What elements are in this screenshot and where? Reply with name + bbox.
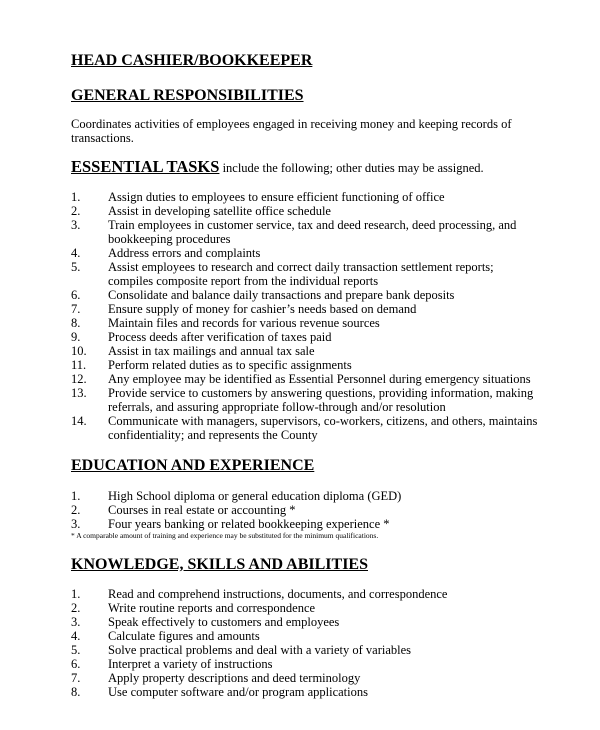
essential-tasks-intro-text: include the following; other duties may be assigned. [219, 161, 484, 175]
ksa-item [71, 615, 541, 629]
page-title: HEAD CASHIER/BOOKKEEPER [71, 52, 313, 69]
essential-task-item [71, 386, 541, 414]
education-note: * A comparable amount of training and experience may be substituted for the minimum qualifications. [71, 531, 379, 540]
essential-task-item [71, 372, 541, 386]
general-responsibilities-heading: GENERAL RESPONSIBILITIES [71, 87, 304, 104]
list-item-text: Write routine reports and correspondence [108, 601, 316, 615]
list-item-text: Four years banking or related bookkeeping experience * [108, 517, 390, 531]
list-item-text: Speak effectively to customers and employees [108, 615, 340, 629]
essential-task-item [71, 260, 541, 288]
list-item-number: 1. [71, 489, 81, 503]
ksa-item [71, 671, 541, 685]
ksa-list [71, 587, 541, 699]
list-item-number: 13. [71, 386, 87, 400]
list-item-number: 2. [71, 204, 81, 218]
essential-tasks-intro [71, 157, 541, 178]
list-item-text: Process deeds after verification of taxes paid [108, 330, 332, 344]
list-item-text: Assist employees to research and correct daily transaction settlement reports; compiles composite report from the individual reports [108, 260, 494, 288]
education-heading: EDUCATION AND EXPERIENCE [71, 457, 315, 474]
list-item-text: Assist in developing satellite office schedule [108, 204, 331, 218]
ksa-item [71, 629, 541, 643]
ksa-item [71, 657, 541, 671]
list-item-text: Use computer software and/or program applications [108, 685, 368, 699]
list-item-number: 2. [71, 601, 81, 615]
list-item-text: High School diploma or general education diploma (GED) [108, 489, 402, 503]
list-item-text: Consolidate and balance daily transactions and prepare bank deposits [108, 288, 455, 302]
list-item-number: 7. [71, 302, 81, 316]
education-item [71, 489, 541, 503]
list-item-text: Calculate figures and amounts [108, 629, 260, 643]
list-item-number: 2. [71, 503, 81, 517]
list-item-text: Maintain files and records for various revenue sources [108, 316, 380, 330]
list-item-number: 5. [71, 643, 81, 657]
list-item-text: Any employee may be identified as Essential Personnel during emergency situations [108, 372, 531, 386]
essential-task-item [71, 302, 541, 316]
list-item-text: Read and comprehend instructions, documents, and correspondence [108, 587, 448, 601]
essential-task-item [71, 316, 541, 330]
list-item-text: Assign duties to employees to ensure efficient functioning of office [108, 190, 445, 204]
essential-task-item [71, 344, 541, 358]
list-item-text: Communicate with managers, supervisors, co-workers, citizens, and others, maintains confidentiality; and represents the County [108, 414, 538, 442]
essential-task-item [71, 190, 541, 204]
essential-tasks-list [71, 190, 541, 442]
list-item-number: 7. [71, 671, 81, 685]
list-item-text: Interpret a variety of instructions [108, 657, 273, 671]
list-item-text: Assist in tax mailings and annual tax sale [108, 344, 315, 358]
list-item-number: 12. [71, 372, 87, 386]
list-item-text: Ensure supply of money for cashier’s needs based on demand [108, 302, 417, 316]
list-item-number: 6. [71, 288, 81, 302]
list-item-text: Courses in real estate or accounting * [108, 503, 296, 517]
list-item-number: 4. [71, 629, 81, 643]
list-item-number: 4. [71, 246, 81, 260]
ksa-heading: KNOWLEDGE, SKILLS AND ABILITIES [71, 556, 368, 573]
essential-task-item [71, 330, 541, 344]
essential-task-item [71, 358, 541, 372]
list-item-text: Perform related duties as to specific assignments [108, 358, 352, 372]
list-item-text: Provide service to customers by answering questions, providing information, making referrals, and assuring appropriate follow-through and/or resolution [108, 386, 534, 414]
list-item-number: 3. [71, 218, 81, 232]
general-responsibilities-text: Coordinates activities of employees engaged in receiving money and keeping records of transactions. [71, 117, 512, 145]
ksa-item [71, 643, 541, 657]
essential-tasks-heading: ESSENTIAL TASKS [71, 157, 220, 176]
list-item-number: 14. [71, 414, 87, 428]
education-list [71, 489, 541, 531]
ksa-item [71, 685, 541, 699]
list-item-number: 9. [71, 330, 81, 344]
list-item-number: 1. [71, 587, 81, 601]
list-item-number: 3. [71, 517, 81, 531]
essential-task-item [71, 414, 541, 442]
essential-task-item [71, 246, 541, 260]
list-item-number: 6. [71, 657, 81, 671]
list-item-number: 5. [71, 260, 81, 274]
list-item-text: Train employees in customer service, tax and deed research, deed processing, and bookkeeping procedures [108, 218, 517, 246]
education-item [71, 517, 541, 531]
education-item [71, 503, 541, 517]
list-item-number: 10. [71, 344, 87, 358]
list-item-text: Apply property descriptions and deed terminology [108, 671, 361, 685]
list-item-text: Solve practical problems and deal with a variety of variables [108, 643, 412, 657]
list-item-number: 8. [71, 685, 81, 699]
ksa-item [71, 601, 541, 615]
list-item-number: 8. [71, 316, 81, 330]
ksa-item [71, 587, 541, 601]
essential-task-item [71, 218, 541, 246]
list-item-text: Address errors and complaints [108, 246, 261, 260]
essential-task-item [71, 204, 541, 218]
list-item-number: 3. [71, 615, 81, 629]
list-item-number: 1. [71, 190, 81, 204]
essential-task-item [71, 288, 541, 302]
list-item-number: 11. [71, 358, 87, 372]
